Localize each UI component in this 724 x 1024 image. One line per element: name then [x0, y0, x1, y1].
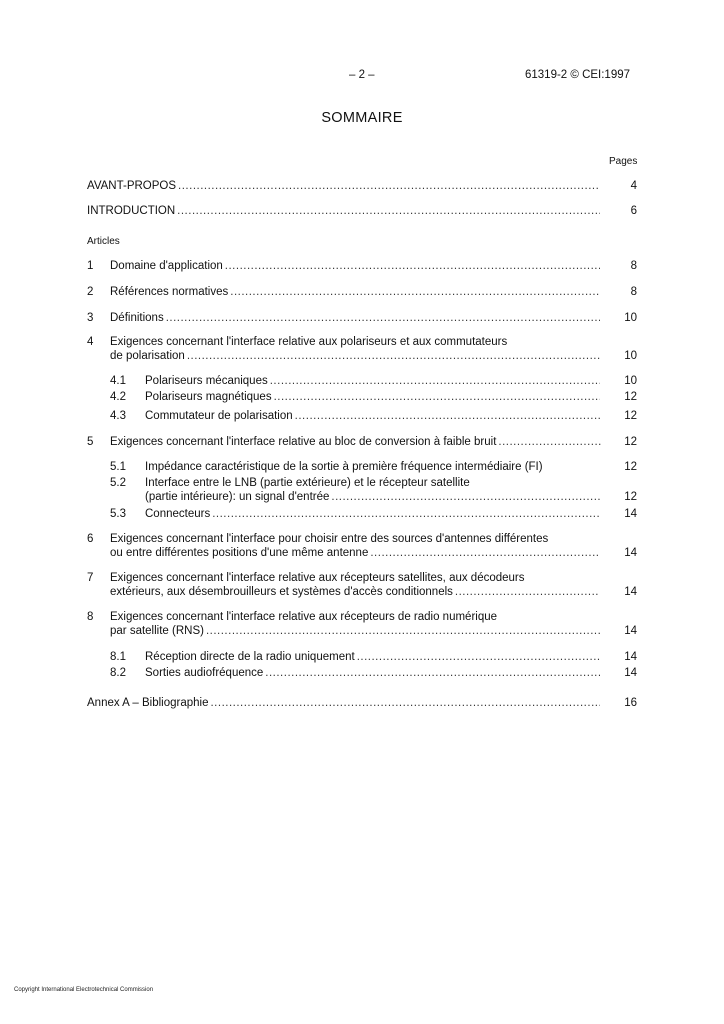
toc-number: 5.1 [110, 461, 126, 473]
copyright-footer: Copyright International Electrotechnical Commission [14, 987, 154, 993]
toc-title: Exigences concernant l'interface relative au bloc de conversion à faible bruit [110, 436, 497, 448]
toc-entry-8-2[interactable] [0, 667, 724, 683]
toc-page: 14 [624, 547, 637, 559]
toc-title: Réception directe de la radio uniquement [145, 651, 355, 663]
toc-page: 14 [624, 508, 637, 520]
toc-entry-5[interactable] [0, 436, 724, 452]
toc-page: 10 [624, 312, 637, 324]
toc-page: 16 [624, 697, 637, 709]
toc-page: 14 [624, 586, 637, 598]
toc-title-line1: Exigences concernant l'interface relative aux récepteurs satellites, aux décodeurs [110, 572, 525, 584]
toc-title-line2: (partie intérieure): un signal d'entrée [145, 491, 330, 503]
toc-page: 8 [630, 260, 637, 272]
page-title: SOMMAIRE [321, 110, 403, 126]
toc-page: 12 [624, 436, 637, 448]
toc-title-line2: par satellite (RNS) [110, 625, 204, 637]
toc-title: Annex A – Bibliographie [87, 697, 209, 709]
toc-number: 4.2 [110, 391, 126, 403]
toc-number: 2 [87, 286, 94, 298]
toc-entry-4-3[interactable] [0, 410, 724, 426]
toc-entry-5-2[interactable] [0, 477, 724, 509]
toc-number: 1 [87, 260, 94, 272]
toc-entry-3[interactable] [0, 312, 724, 328]
toc-title: Commutateur de polarisation [145, 410, 293, 422]
toc-number: 5.3 [110, 508, 126, 520]
toc-number: 4.1 [110, 375, 126, 387]
toc-entry-7[interactable] [0, 572, 724, 604]
toc-page: 12 [624, 491, 637, 503]
toc-title: Références normatives [110, 286, 229, 298]
toc-entry-8[interactable] [0, 611, 724, 643]
toc-entry-4-1[interactable] [0, 375, 724, 391]
toc-number: 4 [87, 336, 94, 348]
page-number: – 2 – [349, 69, 375, 81]
toc-title-line1: Interface entre le LNB (partie extérieure) et le récepteur satellite [145, 477, 470, 489]
toc-page: 12 [624, 461, 637, 473]
standard-reference: 61319-2 © CEI:1997 [525, 69, 631, 81]
toc-title: AVANT-PROPOS [87, 180, 177, 192]
toc-entry-5-1[interactable] [0, 461, 724, 477]
toc-page: 4 [630, 180, 637, 192]
toc-title-line2: extérieurs, aux désembrouilleurs et systèmes d'accès conditionnels [110, 586, 453, 598]
toc-entry-8-1[interactable] [0, 651, 724, 667]
toc-title-line2: ou entre différentes positions d'une même antenne [110, 547, 369, 559]
toc-page: 12 [624, 410, 637, 422]
toc-page: 14 [624, 667, 637, 679]
toc-title: Sorties audiofréquence [145, 667, 264, 679]
articles-label: Articles [87, 236, 120, 247]
toc-number: 8.1 [110, 651, 126, 663]
toc-title: INTRODUCTION [87, 205, 176, 217]
toc-title: Impédance caractéristique de la sortie à première fréquence intermédiaire (FI) [145, 461, 543, 473]
toc-number: 8 [87, 611, 94, 623]
toc-number: 4.3 [110, 410, 126, 422]
toc-number: 8.2 [110, 667, 126, 679]
pages-column-label: Pages [609, 156, 638, 167]
toc-entry-annex-a[interactable] [0, 697, 724, 713]
toc-entry-1[interactable] [0, 260, 724, 276]
toc-number: 3 [87, 312, 94, 324]
toc-entry-4-2[interactable] [0, 391, 724, 407]
toc-number: 7 [87, 572, 94, 584]
toc-entry-5-3[interactable] [0, 508, 724, 524]
toc-number: 5 [87, 436, 94, 448]
toc-title-line2: de polarisation [110, 350, 185, 362]
toc-page: 10 [624, 350, 637, 362]
toc-entry-introduction[interactable] [0, 205, 724, 221]
toc-page: 14 [624, 651, 637, 663]
toc-title: Domaine d'application [110, 260, 223, 272]
toc-title-line1: Exigences concernant l'interface relative aux polariseurs et aux commutateurs [110, 336, 508, 348]
toc-page: 6 [630, 205, 637, 217]
toc-entry-6[interactable] [0, 533, 724, 565]
toc-title: Polariseurs mécaniques [145, 375, 268, 387]
toc-page: 12 [624, 391, 637, 403]
toc-title: Polariseurs magnétiques [145, 391, 272, 403]
toc-number: 5.2 [110, 477, 126, 489]
toc-number: 6 [87, 533, 94, 545]
toc-page: 14 [624, 625, 637, 637]
toc-title-line1: Exigences concernant l'interface relative aux récepteurs de radio numérique [110, 611, 498, 623]
toc-title: Définitions [110, 312, 164, 324]
toc-entry-avant-propos[interactable] [0, 180, 724, 196]
toc-page: 8 [630, 286, 637, 298]
toc-title-line1: Exigences concernant l'interface pour choisir entre des sources d'antennes différentes [110, 533, 549, 545]
toc-page: 10 [624, 375, 637, 387]
toc-title: Connecteurs [145, 508, 211, 520]
toc-entry-2[interactable] [0, 286, 724, 302]
toc-entry-4[interactable] [0, 336, 724, 368]
